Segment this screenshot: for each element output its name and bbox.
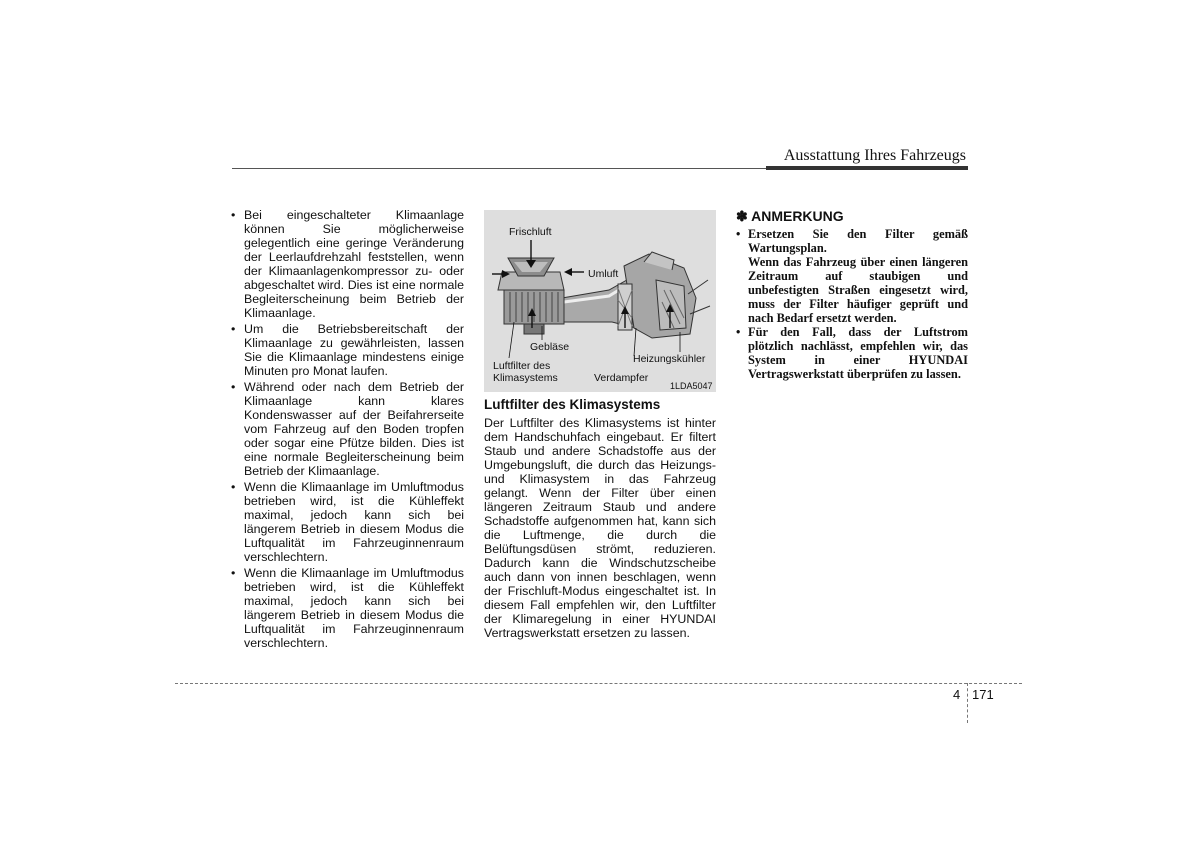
note-item: • Für den Fall, dass der Luftstrom plötzlich nachlässt, empfehlen wir, das System in einer HYUNDAI Vertragswerkstatt überprüfen zu lassen.: [736, 325, 968, 381]
list-item-text: Bei eingeschalteter Klimaanlage können Sie möglicherweise gelegentlich eine geringe Veränderung der Leerlaufdrehzahl feststellen, wenn der Klimaanlagenkompressor zu- oder abgeschaltet wird. Dies ist eine normale Begleiterscheinung beim Betrieb der Klimaanlage.: [244, 208, 464, 320]
chapter-number: 4: [953, 687, 961, 702]
list-item-text: Wenn die Klimaanlage im Umluftmodus betrieben wird, ist die Kühleffekt maximal, jedoch kann sich bei längerem Betrieb in diesem Modus die Luftqualität im Fahrzeuginnenraum verschlechtern.: [244, 480, 464, 564]
section-body: Der Luftfilter des Klimasystems ist hinter dem Handschuhfach eingebaut. Er filtert Staub und andere Schadstoffe aus der Umgebungsluft, die durch das Heizungs- und Klimasystem in das Fahrzeug gelangt. Wenn der Filter über einen längeren Zeitraum Staub und andere Schadstoffe aufgenommen hat, kann sich die Luftmenge, die durch die Belüftungsdüsen strömt, reduzieren. Dadurch kann die Windschutzscheibe auch dann von innen beschlagen, wenn der Frischluft-Modus eingeschaltet ist. In diesem Fall empfehlen wir, den Luftfilter der Klimaregelung in einer HYUNDAI Vertragswerkstatt ersetzen zu lassen.: [484, 416, 716, 640]
note-heading: ✽ ANMERKUNG: [736, 208, 844, 224]
label-luftfilter-line1: Luftfilter des: [493, 360, 551, 372]
label-verdampfer: Verdampfer: [594, 372, 649, 384]
note-item-text: Für den Fall, dass der Luftstrom plötzlich nachlässt, empfehlen wir, das System in einer HYUNDAI Vertragswerkstatt überprüfen zu lassen.: [748, 325, 968, 381]
list-item-text: Während oder nach dem Betrieb der Klimaanlage kann klares Kondenswasser auf der Beifahrerseite vom Fahrzeug auf den Boden tropfen oder sogar eine Pfütze bilden. Dies ist eine normale Begleiterscheinung beim Betrieb der Klimaanlage.: [244, 380, 464, 478]
page-number: 171: [972, 687, 994, 702]
list-item-text: Wenn die Klimaanlage im Umluftmodus betrieben wird, ist die Kühleffekt maximal, jedoch kann sich bei längerem Betrieb in diesem Modus die Luftqualität im Fahrzeuginnenraum verschlechtern.: [244, 566, 464, 650]
note-item-text: Wenn das Fahrzeug über einen längeren Zeitraum auf staubigen und unbefestigten Straßen eingesetzt wird, muss der Filter häufiger geprüft und nach Bedarf ersetzt werden.: [748, 255, 968, 325]
figure-code: 1LDA5047: [670, 381, 713, 391]
note-list: [736, 227, 968, 381]
middle-column: [484, 397, 716, 640]
header-divider: [232, 168, 768, 169]
label-umluft: Umluft: [588, 268, 619, 280]
label-geblaese: Gebläse: [530, 341, 570, 353]
hvac-filter-illustration: [484, 210, 716, 392]
page-header-title: Ausstattung Ihres Fahrzeugs: [783, 147, 966, 164]
bullet-list: [231, 208, 464, 650]
footer-divider: [175, 683, 1022, 684]
label-heizungskuehler: Heizungskühler: [633, 353, 706, 365]
footer-separator: [967, 683, 968, 723]
header-divider-accent: [766, 166, 968, 170]
note-item: • Ersetzen Sie den Filter gemäß Wartungsplan. Wenn das Fahrzeug über einen längeren Zeitraum auf staubigen und unbefestigten Straßen eingesetzt wird, muss der Filter häufiger geprüft und nach Bedarf ersetzt werden.: [736, 227, 968, 325]
label-luftfilter-line2: Klimasystems: [493, 372, 558, 384]
list-item: • Um die Betriebsbereitschaft der Klimaanlage zu gewährleisten, lassen Sie die Klimaanlage mindestens einige Minuten pro Monat laufen.: [231, 322, 464, 378]
list-item-text: Um die Betriebsbereitschaft der Klimaanlage zu gewährleisten, lassen Sie die Klimaanlage mindestens einige Minuten pro Monat laufen.: [244, 322, 464, 378]
note-item-text: Ersetzen Sie den Filter gemäß Wartungsplan.: [748, 227, 968, 255]
list-item: • Bei eingeschalteter Klimaanlage können Sie möglicherweise gelegentlich eine geringe Veränderung der Leerlaufdrehzahl feststellen, wenn der Klimaanlagenkompressor zu- oder abgeschaltet wird. Dies ist eine normale Begleiterscheinung beim Betrieb der Klimaanlage.: [231, 208, 464, 320]
list-item: • Wenn die Klimaanlage im Umluftmodus betrieben wird, ist die Kühleffekt maximal, jedoch kann sich bei längerem Betrieb in diesem Modus die Luftqualität im Fahrzeuginnenraum verschlechtern.: [231, 480, 464, 564]
note-box: [736, 208, 968, 381]
left-column: [231, 208, 464, 652]
list-item: • Wenn die Klimaanlage im Umluftmodus betrieben wird, ist die Kühleffekt maximal, jedoch kann sich bei längerem Betrieb in diesem Modus die Luftqualität im Fahrzeuginnenraum verschlechtern.: [231, 566, 464, 650]
list-item: • Während oder nach dem Betrieb der Klimaanlage kann klares Kondenswasser auf der Beifahrerseite vom Fahrzeug auf den Boden tropfen oder sogar eine Pfütze bilden. Dies ist eine normale Begleiterscheinung beim Betrieb der Klimaanlage.: [231, 380, 464, 478]
section-heading: Luftfilter des Klimasystems: [484, 397, 661, 412]
label-frischluft: Frischluft: [509, 226, 552, 238]
